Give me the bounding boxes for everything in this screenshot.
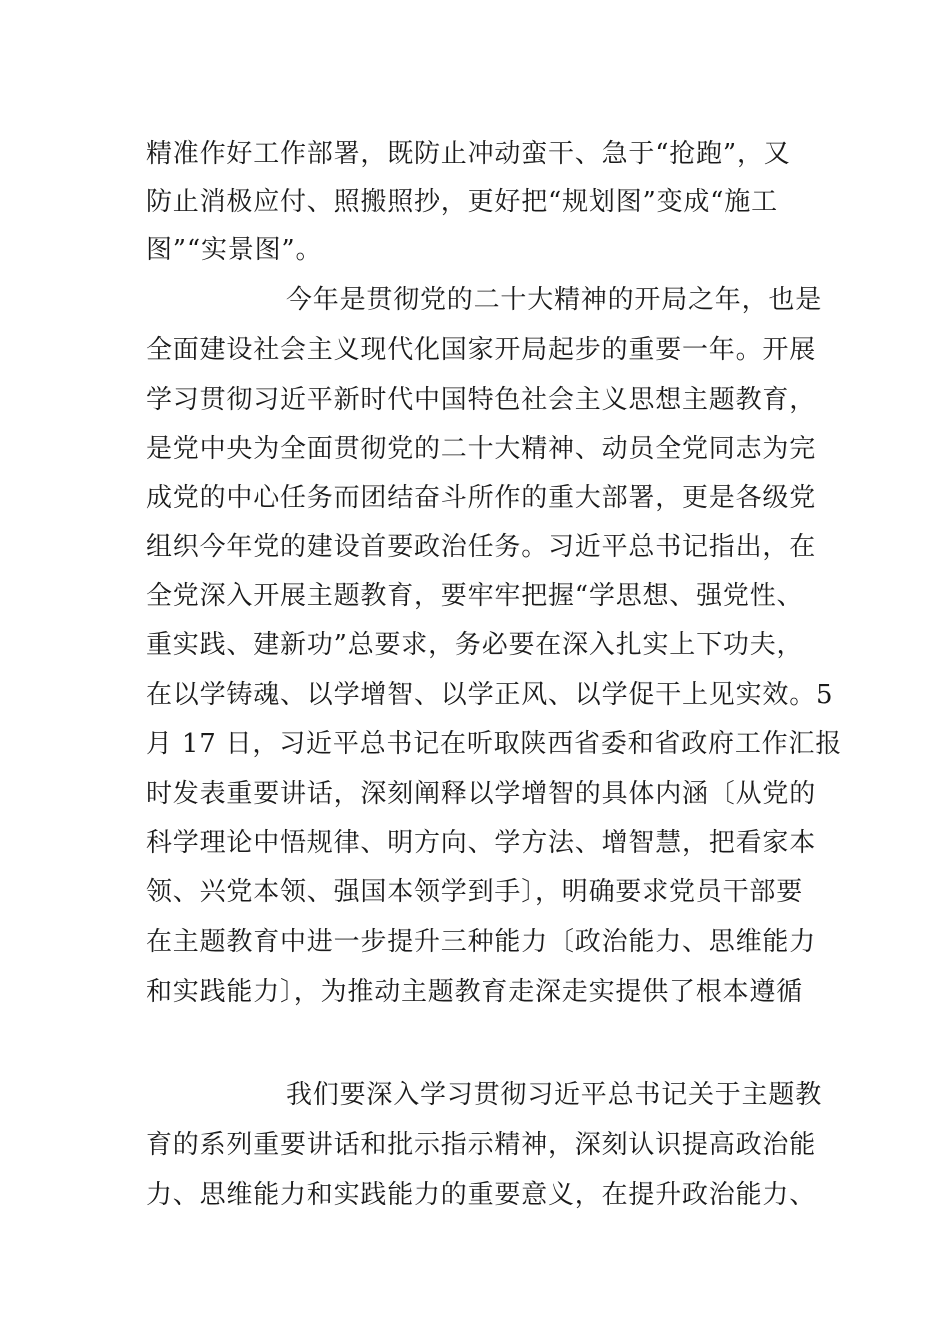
text-line: 全面建设社会主义现代化国家开局起步的重要一年。开展 <box>146 335 817 365</box>
text-line: 是党中央为全面贯彻党的二十大精神、动员全党同志为完 <box>146 434 817 464</box>
text-line: 和实践能力〕，为推动主题教育走深走实提供了根本遵循 <box>146 977 804 1007</box>
text-line: 成党的中心任务而团结奋斗所作的重大部署，更是各级党 <box>146 483 817 513</box>
text-line: 力、思维能力和实践能力的重要意义，在提升政治能力、 <box>146 1180 817 1210</box>
text-line: 在以学铸魂、以学增智、以学正风、以学促干上见实效。5 <box>146 680 834 710</box>
text-line: 学习贯彻习近平新时代中国特色社会主义思想主题教育， <box>146 385 817 415</box>
text-line: 在主题教育中进一步提升三种能力〔政治能力、思维能力 <box>146 927 817 957</box>
text-line: 精准作好工作部署，既防止冲动蛮干、急于“抢跑”，又 <box>146 139 791 169</box>
text-line: 图”“实景图”。 <box>146 235 323 265</box>
text-line: 全党深入开展主题教育，要牢牢把握“学思想、强党性、 <box>146 581 804 611</box>
text-line: 领、兴党本领、强国本领学到手〕，明确要求党员干部要 <box>146 877 804 907</box>
paragraph-start-line: 今年是贯彻党的二十大精神的开局之年，也是 <box>286 285 823 315</box>
paragraph-start-line: 我们要深入学习贯彻习近平总书记关于主题教 <box>286 1080 823 1110</box>
text-line: 育的系列重要讲话和批示指示精神，深刻认识提高政治能 <box>146 1130 817 1160</box>
text-line: 组织今年党的建设首要政治任务。习近平总书记指出，在 <box>146 532 817 562</box>
text-line: 重实践、建新功”总要求，务必要在深入扎实上下功夫， <box>146 630 804 660</box>
text-line: 月 17 日，习近平总书记在听取陕西省委和省政府工作汇报 <box>146 729 843 759</box>
text-line: 防止消极应付、照搬照抄，更好把“规划图”变成“施工 <box>146 187 778 217</box>
text-line: 时发表重要讲话，深刻阐释以学增智的具体内涵〔从党的 <box>146 779 817 809</box>
text-line: 科学理论中悟规律、明方向、学方法、增智慧，把看家本 <box>146 828 817 858</box>
